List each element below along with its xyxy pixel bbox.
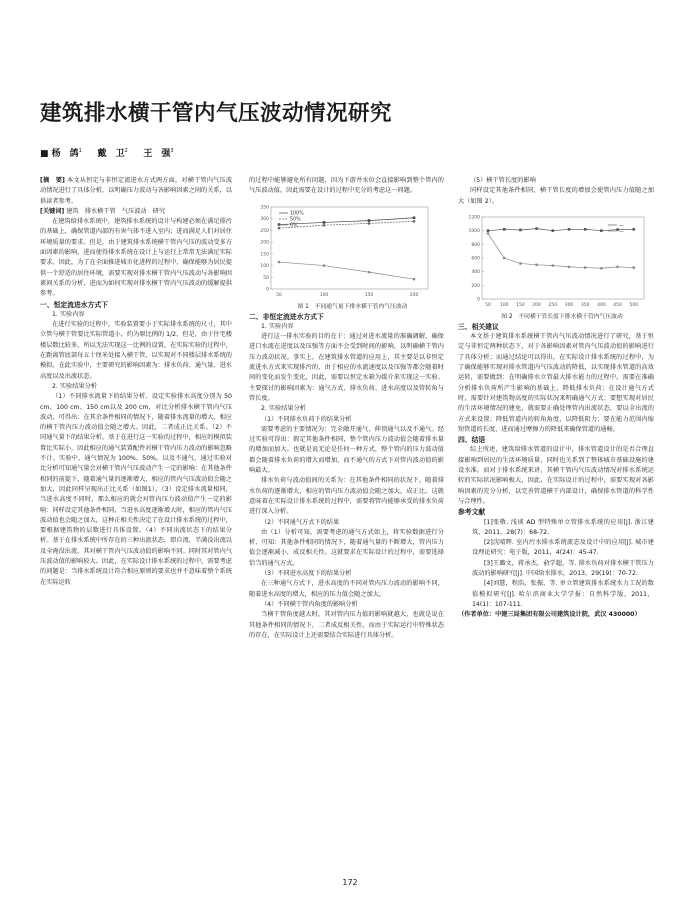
- x-tick-label: 50: [485, 302, 491, 308]
- x-tick-label: 50: [276, 292, 282, 298]
- data-point: [552, 229, 555, 232]
- data-point: [413, 220, 416, 223]
- keywords: [关键词] 建筑 排水横干管 气压波动 研究: [40, 207, 166, 215]
- data-point: [616, 265, 619, 268]
- result-heading: （5）横干管长度的影响: [470, 177, 536, 184]
- body-paragraph: 当横干管角度越大时，其对管内压力值的影响就越大，也就是说在其他条件相同的情况下，二者成反相关性，而由于实际运行中特殊状态的存在，在实际设计上还需要结合实际进行具体分析。: [249, 611, 444, 639]
- y-tick-label: 50: [263, 275, 269, 281]
- data-point: [584, 228, 587, 231]
- series-line-0: [488, 229, 634, 231]
- legend-label: —: [619, 223, 624, 229]
- x-tick-label: 200: [532, 302, 541, 308]
- data-point: [487, 232, 490, 235]
- subsection-heading: 2. 实验结果分析: [261, 405, 306, 413]
- x-tick-label: 300: [564, 302, 574, 308]
- figure-2-chart: [458, 211, 654, 311]
- data-point: [535, 227, 538, 230]
- body-paragraph: 的过程中能够避免所有问题，因为下游井水位会直接影响到整个管内的气压波动值，因此需要在设计的过程中充分的考虑这一问题。: [249, 177, 444, 195]
- figure-2: [458, 211, 654, 311]
- data-point: [278, 260, 281, 263]
- data-point: [535, 263, 538, 266]
- data-point: [368, 219, 371, 222]
- data-point: [503, 228, 506, 231]
- data-point: [368, 222, 371, 225]
- column-3: [458, 176, 654, 621]
- reference-item: [2]沈晴辉. 室内污水排水系统流态及设计中的应用[J]. 城市建设理论研究：电子版，2011，4(24)：45-47.: [472, 539, 654, 557]
- data-point: [552, 264, 555, 267]
- data-point: [519, 229, 522, 232]
- author-3: 王 强: [143, 149, 171, 159]
- body-paragraph: 在进行实验的过程中，实验装置要小于实际排水系统的尺寸，其中立管与横干管要比实际管道小，约为原比例的 1/2，但是，由于住宅楼楼层数比较多，所以无法实现这一比例的设置，在实际实验的过程中，在距离管底部每五十厘米处接入横干管，以实现对不同楼层排水系统的模拟。在此实验中，主要研究的影响因素为：排水负荷、通气量、进水高度以及出流状态。: [40, 321, 232, 380]
- data-point: [633, 228, 636, 231]
- body-paragraph: 由（1）分析可知，需要考虑的通气方式如上，将实验数据进行分析，可知：其他条件相同的情况下，随着通气量的不断增大，管内压力值会逐渐减小，成反相关性。这就要求在实际设计的过程中，需要选择恰当的通气方式。: [249, 528, 444, 567]
- author-marker: ■: [40, 149, 49, 159]
- column-1: [40, 176, 232, 588]
- data-point: [413, 277, 416, 280]
- page-number: 172: [342, 878, 358, 887]
- subsection-heading: 1. 实验内容: [261, 322, 294, 330]
- data-point: [278, 223, 281, 226]
- result-heading: （2）不同通气方式下的结果: [261, 518, 340, 526]
- figure-2-caption: 图 2 不同横干管长度下排水横干管内气压波动: [501, 313, 623, 320]
- data-point: [584, 266, 587, 269]
- article-title: 建筑排水横干管内气压波动情况研究: [40, 101, 393, 126]
- y-tick-label: 1200: [468, 215, 480, 221]
- x-tick-label: 450: [613, 302, 622, 308]
- section-heading: 四、结语: [458, 436, 486, 445]
- y-tick-label: 0: [266, 287, 269, 293]
- x-tick-label: 150: [516, 302, 525, 308]
- y-tick-label: 1000: [468, 229, 480, 235]
- y-tick-label: 0: [477, 297, 480, 303]
- y-tick-label: 200: [471, 283, 480, 289]
- x-tick-label: 350: [580, 302, 590, 308]
- author-2: 戴 卫: [97, 149, 125, 159]
- y-tick-label: 300: [260, 216, 269, 222]
- x-tick-label: 250: [548, 302, 558, 308]
- section-heading: 三、相关建议: [458, 322, 499, 331]
- x-tick-label: 150: [364, 292, 374, 298]
- x-tick-label: 400: [597, 302, 606, 308]
- reference-item: [4]刘慧，程浩，张振，等. 单立管建筑排水系统水力工况的数值模拟研究[J]. 哈尔滨商业大学学报：自然科学版，2011，14(1)：107-111.: [472, 580, 654, 608]
- data-point: [503, 257, 506, 260]
- legend-label: 0%: [290, 223, 298, 229]
- x-tick-label: 500: [629, 302, 639, 308]
- author-1: 杨 鸽: [51, 149, 79, 159]
- subsection-heading: 2. 实验结果分析: [52, 382, 97, 390]
- abstract: [摘 要] 本文从恒定与非恒定流进水方式两方面，对横干管内气压波动情况进行了具体分析，以明确压力波动与各影响因素之间的关系，以供读者参考。: [40, 177, 233, 205]
- data-point: [323, 224, 326, 227]
- legend-label: —: [619, 229, 624, 235]
- result-heading: （4）不同横干管内角度的影响分析: [261, 600, 358, 608]
- y-tick-label: 250: [260, 228, 269, 234]
- section-heading: 二、非恒定流进水方式下: [249, 312, 324, 321]
- body-paragraph: 需要考虑的主要情况为：完全敞开通气、伸顶通气以及不通气。经过实验可得出：假定其他条件相同，整个管内压力波动值会随着排水量的增加而加大。也就是说无论是任何一种方式，整个管内的压力波动值都会随着排水负荷的增大而增加，而不通气的方式下对管内波动值的影响最大。: [249, 425, 444, 475]
- result-heading: （1）不同排水负荷下的结果分析: [261, 415, 352, 423]
- body-paragraph: 综上所述，建筑给排水管道的设计中，排水管道设计的是否合理直接影响到居民的生活环境质量，同时也关系到了整体城市基础设施的建设水准。而对于排水系统来讲，其横干管内气压波动情况对排水系统运转的实际状况影响极大，因此，在实际设计的过程中，需要实现对各影响因素的充分分析，以完善管道横干内部设计，确保排水管道的科学性与合理性。: [458, 446, 654, 505]
- y-tick-label: 600: [471, 256, 480, 262]
- figure-1-caption: 图 1 不同通气量下排水横干管内气压波动: [297, 303, 408, 310]
- body-paragraph: 本文基于建筑排水系统横干管内气压波动情况进行了研究，基于恒定与非恒定两种状态下，对于各影响因素对管内气压波动值的影响进行了具体分析；而通过结论可以得出，在实际设计排水系统的过程中，为了确保能够实现对排水管道内气压波动的降低，以实现排水管道的高效运转，需要做到：在明确排水立管最大排水能力的过程中，需要在准确分析排水负荷所产生影响的基础上，降低排水负荷；在设计通气方式时，需要针对建筑物高度的实际状况来明确通气方式；要想实现对居民的生活环境情况的建免，就需要正确处理管内出流状态，要以全出流的方式来设置；降低管道内的转角角度，以降低阻力；要在能力范围内缩短管道的长度，进而通过摩擦力的降低来确保管道的通畅。: [458, 333, 654, 433]
- body-paragraph: 进行这一排水实验的目的在于：通过对进水流量的准确调解，确保进口水流在进度以及压强等方面不会受到时间的影响，以明确横干管内压力波动状况。事实上，在建筑排水管道的应用上，其主要是以非恒定流进水方式来实现排污的，由于相应的水流速度以及压强等都会随着时间的变化而发生变化，因此，需要以恒定水箱为媒介来实现这一实验。主要探讨的影响因素为：通气方式、排水负荷、进水高度以及管转角与管长度。: [249, 333, 444, 402]
- section-heading: 一、恒定流进水方式下: [40, 300, 108, 309]
- x-tick-label: 100: [319, 292, 329, 298]
- y-tick-label: 200: [260, 240, 269, 246]
- data-point: [633, 266, 636, 269]
- data-point: [568, 228, 571, 231]
- x-tick-label: 200: [409, 292, 419, 298]
- x-tick-label: 100: [499, 302, 509, 308]
- y-tick-label: 150: [260, 251, 269, 257]
- body-paragraph: 排水负荷与波动值间的关系为：在其他条件相同的状况下，随着排水负荷的逐渐增大，相应的管内压力波动值会随之加大，成正比。这就意味着在实际设计排水系统的过程中，需要将管内能够承受的排水负荷进行深入分析。: [249, 477, 444, 516]
- series-line-2: [279, 262, 414, 279]
- reference-item: [1]张敬. 浅谈 AD 型特殊单立管排水系统的应用[J]. 浙江建筑，2011，28(7)：68-72.: [472, 518, 654, 536]
- y-tick-label: 400: [471, 270, 480, 276]
- data-point: [323, 264, 326, 267]
- y-tick-label: 100: [260, 263, 269, 269]
- reference-item: [3]王璐文，蒋承杰，俞学超，等. 排水负荷对排水横干管压力波动的影响研究[J]. 中国给水排水，2013，29(19)：70-72.: [472, 559, 654, 578]
- data-point: [413, 216, 416, 219]
- data-point: [519, 262, 522, 265]
- data-point: [600, 267, 603, 270]
- legend-label: 100%: [290, 211, 304, 217]
- result-heading: （3）不同进水高度下的结果分析: [261, 570, 352, 578]
- author-affiliation: （作者单位：中建三局集团有限公司建筑设计院，武汉 430000）: [458, 611, 641, 619]
- legend-label: 50%: [290, 217, 301, 223]
- intro-paragraph: 在建筑给排水系统中，建筑排水系统的设计与构建必须在满足排污的基础上，确保管道内部的有害气体不进入室内；进而满足人们对居住环境质量的要求。但是，由于建筑排水系统横干管内气压的波动受多方面因素的影响，进而使得排水系统在设计上与运行上常常无法满足实际要求。因此，为了在全面推进城市化进程的过程中，确保能够为居民提供一个舒适的居住环境，需要实现对排水横干管内气压波动与各影响因素间关系的分析，进而为如何实现对排水横干管内气压波动的缓解提供参考。: [40, 218, 232, 298]
- author-line: ■ 杨 鸽$^1$ 戴 卫$^2$ 王 强$^3$: [40, 148, 174, 159]
- body-paragraph: 同样设定其他条件相同，横干管长度的增加会使管内压力值随之加大（如图 2）。: [458, 187, 654, 205]
- figure-1-chart: [249, 201, 444, 301]
- references-heading: 参考文献: [458, 508, 486, 517]
- body-paragraph: 在三种通气方式下，进水高度的不同对管内压力波动的影响不同，随着进水高度的增大，相应的压力值会随之加大。: [249, 580, 444, 598]
- subsection-heading: 1. 实验内容: [52, 310, 85, 318]
- y-tick-label: 800: [471, 242, 480, 248]
- body-paragraph: （1）不同排水流量下的结果分析。设定实验排水高度分别为 50 cm、100 cm、150 cm以及 200 cm，对比分析排水横干管内气压波动，可得出：在其余条件相同的情况下，随着排水流量的增大，相应的横干管内压力波动值会随之增大。因此，二者成正比关系。（2）不同通气量下的结果分析。基于在进行这一实验的过程中，相应的模拟装置比实际小，因此相应的通气装置配件对横干管内压力波动的影响忽略不计。实验中，通气情况为 100%、50%、以及不通气，通过实验对比分析可知通气量会对横干管内气压波动产生一定的影响：在其他条件相同的前提下，随着通气量的逐渐增大，相应的管内气压波动值会随之加大，因此同样呈现出正比关系（如图1）。（3）设定排水流量相同，当进水高度不同时，那么相应的就会对管内压力波动值产生一定的影响：同样设定其他条件相同，当进水高度逐渐增大时，相应的管内气压波动值也会随之加大，这种正相关性决定了在设计排水系统的过程中，要根据建筑物的层数进行具体设置。（4）不同出流状态下的结果分析。基于在排水系统中所存在的三种出流状态，即自流、半满没出流以及全淹没出流，其对横干管内气压波动值的影响不同。同时其对管内气压波动值的影响较大。因此，在实际设计排水系统的过程中，需要考虑的问题是：当排水系统设计符合相应原则的要求也并不意味着整个系统在实际运转: [40, 393, 232, 586]
- data-point: [487, 229, 490, 232]
- data-point: [368, 270, 371, 273]
- data-point: [568, 265, 571, 268]
- figure-1: [249, 201, 444, 301]
- series-line-1: [488, 233, 634, 268]
- data-point: [278, 226, 281, 229]
- data-point: [323, 221, 326, 224]
- data-point: [600, 229, 603, 232]
- y-tick-label: 350: [260, 205, 269, 211]
- column-2: [249, 176, 444, 641]
